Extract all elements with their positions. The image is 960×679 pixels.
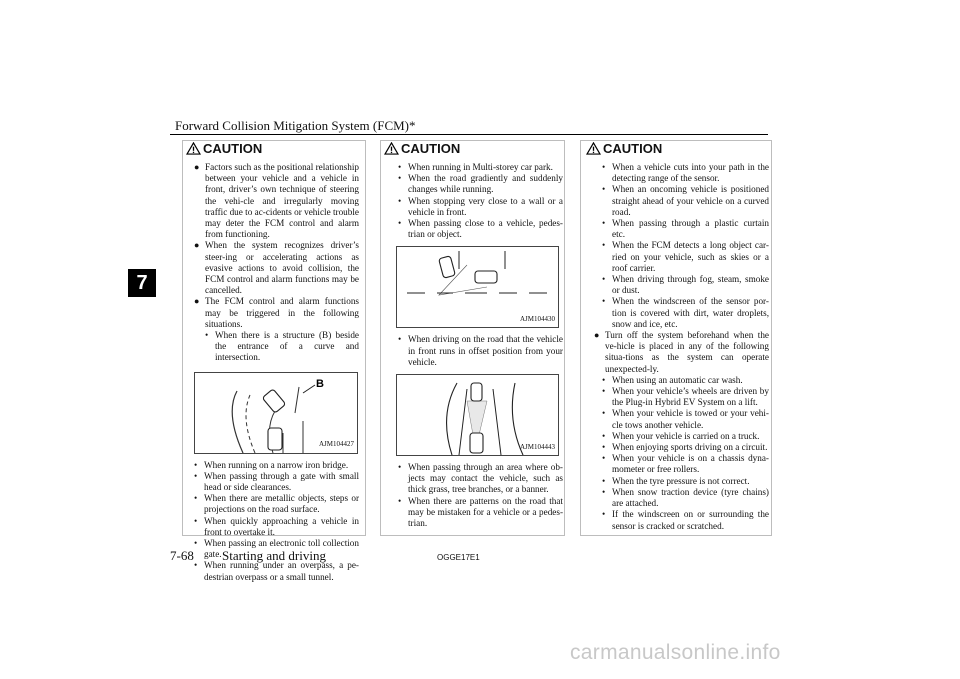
bullet-text: When there are patterns on the road that may be mistaken for a vehicle or a pedes-trian. <box>408 495 563 529</box>
bullet-text: When running on a narrow iron bridge. <box>204 459 349 470</box>
figure-code: AJM104427 <box>318 440 354 449</box>
bullet-dot: • <box>194 560 198 571</box>
bullet-dot: • <box>602 442 606 453</box>
bullet-dot: • <box>398 162 402 172</box>
bullet-text: When an oncoming vehicle is positioned straight ahead of your vehicle on a curved road. <box>612 184 769 217</box>
section-name: Starting and driving <box>222 548 326 563</box>
bullet-dot: • <box>194 538 198 549</box>
bullet-text: When the tyre pressure is not correct. <box>612 475 750 486</box>
bullet-text: When passing through a plastic curtain etc. <box>612 218 769 240</box>
bullet-item <box>602 386 769 408</box>
bullet-dot: • <box>602 430 606 441</box>
figure-label-b: B <box>316 377 324 390</box>
figure-code: AJM104443 <box>519 442 555 451</box>
bullet-dot: • <box>398 218 402 229</box>
bullet-item <box>602 274 769 296</box>
caution-label: CAUTION <box>203 141 263 156</box>
bullet-text: When passing close to a vehicle, pedes-trian or object. <box>408 218 563 240</box>
bullet-item <box>602 453 769 475</box>
chapter-tab: 7 <box>128 269 156 297</box>
bullet-text: When driving through fog, steam, smoke or dust. <box>612 274 769 296</box>
bullet-text: When snow traction device (tyre chains) are attached. <box>612 486 769 509</box>
paragraph-item: ● When the system recognizes driver’s steer-ing or accelerating actions as evasive actions to avoid collision, the FCM control and alarm functions may be cancelled. <box>194 240 359 296</box>
bullet-dot: • <box>602 162 606 172</box>
bullet-item <box>398 218 563 240</box>
bullet-dot: • <box>602 475 606 486</box>
bullet-dot: • <box>398 495 402 506</box>
bullet-dot: • <box>398 462 402 473</box>
bullet-dot: • <box>602 274 606 285</box>
bullet-item: • When there is a structure (B) beside the entrance of a curve and intersection. <box>205 330 359 363</box>
bullet-item <box>398 173 563 195</box>
warning-triangle-icon <box>384 142 399 155</box>
bullet-item <box>602 162 769 184</box>
bullet-list <box>194 460 359 583</box>
bullet-text: When passing through a gate with small head or side clearances. <box>204 470 359 493</box>
column-1 <box>194 162 359 583</box>
figure-structure-beside-curve <box>194 372 358 454</box>
bullet-text: When the windscreen of the sensor por-tion is covered with dirt, water droplets, snow and ice, etc. <box>612 296 769 329</box>
warning-triangle-icon <box>186 142 201 155</box>
bullet-item <box>602 487 769 509</box>
page-number: 7-68 <box>170 548 194 563</box>
bullet-item <box>602 476 769 487</box>
bullet-text: When running in Multi-storey car park. <box>408 162 553 172</box>
bullet-text: When quickly approaching a vehicle in front to overtake it. <box>204 515 359 537</box>
bullet-dot: • <box>602 386 606 397</box>
header-rule <box>170 134 768 135</box>
watermark: carmanualsonline.info <box>570 641 781 664</box>
bullet-text: When the FCM detects a long object car-ried on your vehicle, such as skies or a roof carrier. <box>612 240 769 273</box>
bullet-item <box>398 196 563 218</box>
paragraph-item: ● Factors such as the positional relationship between your vehicle and a vehicle in front, driver’s own technique of steering the vehi-cle and irregularly moving traffic due to ac-cidents or vehicle trouble may deter the FCM control and alarm from functioning. <box>194 162 359 240</box>
figure-offset-vehicle <box>396 374 559 456</box>
bullet-item <box>602 408 769 430</box>
bullet-text: When running under an overpass, a pe-destrian overpass or a small tunnel. <box>204 560 359 582</box>
caution-heading-2 <box>384 141 460 156</box>
bullet-dot: • <box>602 218 606 229</box>
bullet-dot: • <box>602 296 606 307</box>
bullet-item <box>194 460 359 471</box>
bullet-text: When passing through an area where ob-jects may contact the vehicle, such as thick grass, tree branches, or a banner. <box>408 462 563 495</box>
figure-multistorey-park <box>396 246 559 328</box>
bullet-dot: • <box>602 374 606 385</box>
bullet-text: When using an automatic car wash. <box>612 374 743 385</box>
bullet-text: When enjoying sports driving on a circuit. <box>612 442 768 453</box>
bullet-text: If the windscreen on or surrounding the sensor is cracked or scratched. <box>612 509 769 531</box>
bullet-text: When your vehicle is carried on a truck. <box>612 430 760 441</box>
bullet-dot: • <box>602 408 606 419</box>
page-title: Forward Collision Mitigation System (FCM)* <box>175 118 416 133</box>
bullet-text: When passing an electronic toll collection gate. <box>204 538 359 560</box>
bullet-text: When a vehicle cuts into your path in the detecting range of the sensor. <box>612 162 769 184</box>
bullet-text: When there are metallic objects, steps or projections on the road surface. <box>204 493 359 515</box>
bullet-item <box>398 462 563 496</box>
bullet-text: When the road gradiently and suddenly changes while running. <box>408 173 563 195</box>
bullet-dot: • <box>194 470 198 481</box>
caution-label: CAUTION <box>401 141 461 156</box>
bullet-dot: • <box>602 486 606 497</box>
bullet-item <box>602 442 769 453</box>
document-code: OGGE17E1 <box>437 553 480 562</box>
bullet-dot: • <box>398 195 402 206</box>
bullet-item <box>194 516 359 538</box>
bullet-item <box>194 493 359 515</box>
bullet-item <box>602 509 769 531</box>
bullet-list <box>398 462 563 529</box>
bullet-dot: • <box>194 493 198 504</box>
bullet-dot: • <box>602 453 606 464</box>
bullet-item: • When driving on the road that the vehicle in front runs in offset position from your vehicle. <box>398 334 563 367</box>
bullet-text: When your vehicle is on a chassis dyna-mometer or free rollers. <box>612 453 769 475</box>
caution-heading-1 <box>186 141 262 156</box>
column-3 <box>594 162 769 532</box>
bullet-item <box>602 240 769 274</box>
column-2 <box>398 162 563 529</box>
bullet-text: When stopping very close to a wall or a vehicle in front. <box>408 195 563 217</box>
bullet-item <box>398 162 563 173</box>
paragraph-item: ● The FCM control and alarm functions may be triggered in the following situations. <box>194 296 359 329</box>
bullet-item <box>602 431 769 442</box>
bullet-dot: • <box>602 240 606 251</box>
bullet-text: When your vehicle’s wheels are driven by the Plug-in Hybrid EV System on a lift. <box>612 386 769 408</box>
bullet-item <box>602 296 769 330</box>
bullet-dot: • <box>194 459 198 470</box>
bullet-item <box>398 496 563 530</box>
bullet-dot: • <box>602 509 606 520</box>
figure-code: AJM104430 <box>519 315 555 324</box>
bullet-list <box>398 162 563 240</box>
bullet-item <box>602 375 769 386</box>
bullet-list <box>602 162 769 330</box>
bullet-item <box>194 471 359 493</box>
bullet-list <box>602 375 769 532</box>
bullet-item <box>602 218 769 240</box>
bullet-dot: • <box>602 184 606 195</box>
paragraph-item: ● Turn off the system beforehand when the ve-hicle is placed in any of the following situa-tions as the system can operate unexpected-ly. <box>594 330 769 374</box>
caution-heading-3 <box>586 141 662 156</box>
bullet-item <box>602 184 769 218</box>
bullet-dot: • <box>398 173 402 184</box>
bullet-text: When your vehicle is towed or your vehi-cle tows another vehicle. <box>612 408 769 430</box>
bullet-dot: • <box>194 515 198 526</box>
caution-label: CAUTION <box>603 141 663 156</box>
warning-triangle-icon <box>586 142 601 155</box>
